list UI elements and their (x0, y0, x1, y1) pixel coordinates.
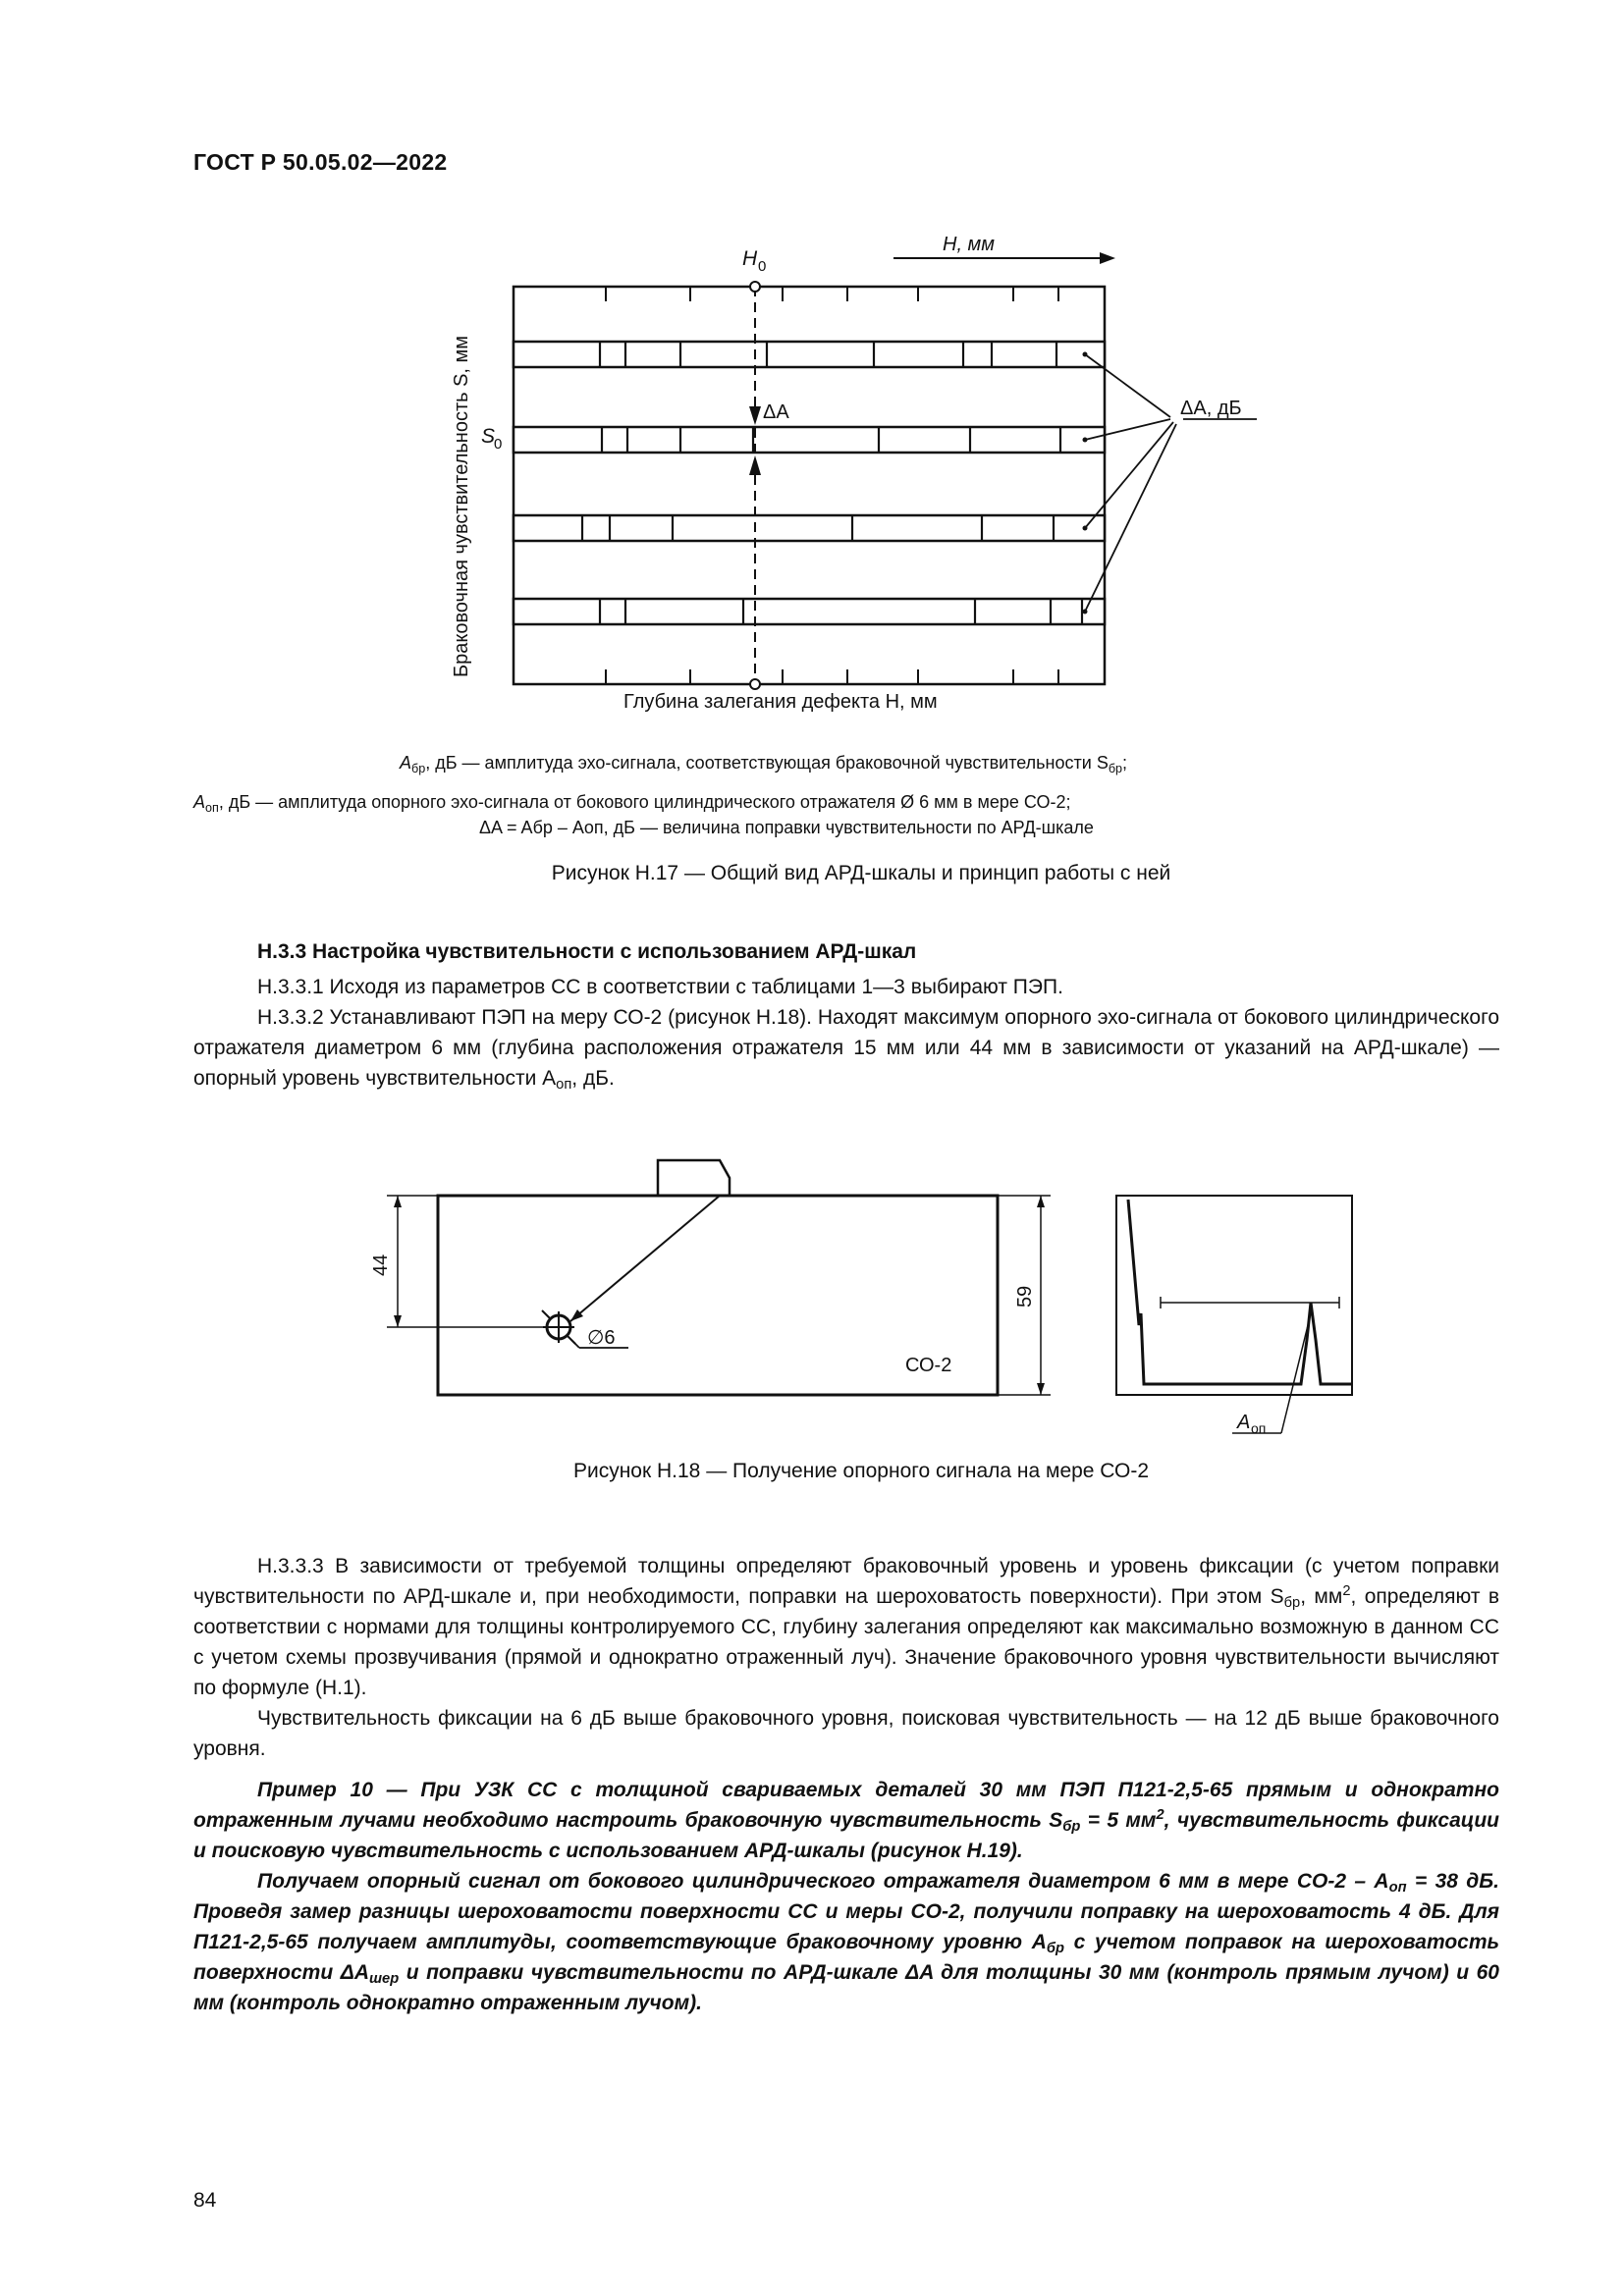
s0-sub: 0 (494, 436, 503, 453)
paragraph-h332: Н.3.3.2 Устанавливают ПЭП на меру СО-2 (рисунок Н.18). Находят максимум опорного эхо-сигнала от бокового цилиндрического отражателя диаметром 6 мм (глубина расположения отражателя 15 мм или 44 мм в зависимости от указаний на АРД-шкале) — опорный уровень чувствительности $A_{оп}$, дБ. (193, 1006, 1499, 1093)
dim-left-label: 44 (370, 1254, 392, 1276)
delta-a-arrow-down (749, 406, 761, 425)
figure-17-caption: Рисунок Н.17 — Общий вид АРД-шкалы и принцип работы с ней (551, 862, 1171, 884)
block-label: СО-2 (905, 1355, 952, 1376)
document-header: ГОСТ Р 50.05.02—2022 (193, 149, 448, 175)
signal-trace (1128, 1200, 1352, 1384)
body-paragraphs (193, 1551, 1499, 1764)
ard-scale-figure (432, 226, 1267, 717)
s0-label: S (481, 425, 496, 448)
paragraph-fixation: Чувствительность фиксации на 6 дБ выше браковочного уровня, поисковая чувствительность — на 12 дБ выше браковочного уровня. (193, 1707, 1499, 1760)
paragraph-h331: Н.3.3.1 Исходя из параметров СС в соответствии с таблицами 1—3 выбирают ПЭП. (257, 976, 1063, 998)
signal-label: A (1237, 1412, 1251, 1433)
signal-screen (1116, 1196, 1352, 1395)
section-paragraphs (193, 972, 1499, 1094)
example-paragraph-2: Получаем опорный сигнал от бокового цилиндрического отражателя диаметром 6 мм в мере $СО-2 - A_{оп} = 38$ дБ. Проведя замер разницы шероховатости поверхности СС и меры СО-2, получили поправку на шероховатость 4 дБ. Для П121-2,5-65 получаем амплитуды, соответствующие браковочному уровню $A_{бр}$ с учетом поправок на шероховатость поверхности $\Delta A_{шер}$ и поправки чувствительности по АРД-шкале ΔA для толщины 30 мм (контроль прямым лучом) и 60 мм (контроль однократно отраженным лучом). (193, 1870, 1499, 2014)
h-axis-label: H, мм (943, 234, 995, 255)
scale-bar-3 (514, 515, 1105, 541)
scale-bar-4 (514, 599, 1105, 624)
probe-shape (658, 1160, 730, 1196)
y-axis-label: Браковочная чувствительность S, мм (451, 335, 472, 677)
figure-18-caption: Рисунок Н.18 — Получение опорного сигнала на мере СО-2 (572, 1460, 1150, 1482)
h0-label: H (742, 247, 758, 270)
paragraph-h333: Н.3.3.3 В зависимости от требуемой толщины определяют браковочный уровень и уровень фиксации (с учетом поправки чувствительности по АРД-шкале и, при необходимости, поправки на шероховатость поверхности). При этом $S_{бр}$, $мм^2$, определяют в соответствии с нормами для толщины контролируемого СС, глубину залегания определяют как максимально возможную в данном СС с учетом схемы прозвучивания (прямой и однократно отраженный луч). Значение браковочного уровня чувствительности вычисляют по формуле (Н.1). (193, 1555, 1500, 1699)
example-10 (193, 1775, 1499, 2018)
page-number: 84 (193, 2189, 217, 2212)
legend-line-2: $A_{оп}$, дБ — амплитуда опорного эхо-сигнала от бокового цилиндрического отражателя Ø 6 мм в мере СО-2; (193, 792, 1071, 815)
delta-a-db-label: ΔA, дБ (1180, 398, 1242, 419)
delta-a-label: ΔA (763, 401, 789, 423)
example-paragraph-1: Пример 10 — При УЗК СС с толщиной свариваемых деталей 30 мм ПЭП П121-2,5-65 прямым и однократно отраженным лучами необходимо настроить браковочную чувствительность $S_{бр} = 5$ $мм^2$, чувствительность фиксации и поисковую чувствительность с использованием АРД-шкалы (рисунок Н.19). (193, 1779, 1499, 1862)
top-ticks (606, 287, 1058, 301)
legend-line-3: ΔA = Aбр – Aоп, дБ — величина поправки чувствительности по АРД-шкале (479, 818, 1094, 837)
beam-line (570, 1196, 720, 1321)
legend-line-1: $A_{бр}$, дБ — амплитуда эхо-сигнала, соответствующая браковочной чувствительности $S_{бр}$; (400, 753, 1128, 775)
scale-bar-1 (514, 342, 1105, 367)
dim-right-label: 59 (1014, 1285, 1036, 1308)
hole-label: ∅6 (587, 1327, 616, 1349)
delta-a-arrow-up (749, 455, 761, 475)
h0-marker-bottom (750, 679, 760, 689)
co2-figure (344, 1139, 1365, 1453)
ard-scale-diagram (432, 226, 1267, 717)
x-axis-label: Глубина залегания дефекта H, мм (623, 691, 938, 713)
bottom-ticks (606, 669, 1058, 684)
scale-bars (514, 342, 1105, 624)
co2-diagram (344, 1139, 1365, 1453)
h0-sub: 0 (758, 258, 767, 275)
signal-sub: оп (1251, 1420, 1267, 1436)
section-title: Н.3.3 Настройка чувствительности с использованием АРД-шкал (257, 940, 917, 963)
h0-marker-top (750, 282, 760, 292)
delta-a-leaders (1085, 354, 1257, 612)
